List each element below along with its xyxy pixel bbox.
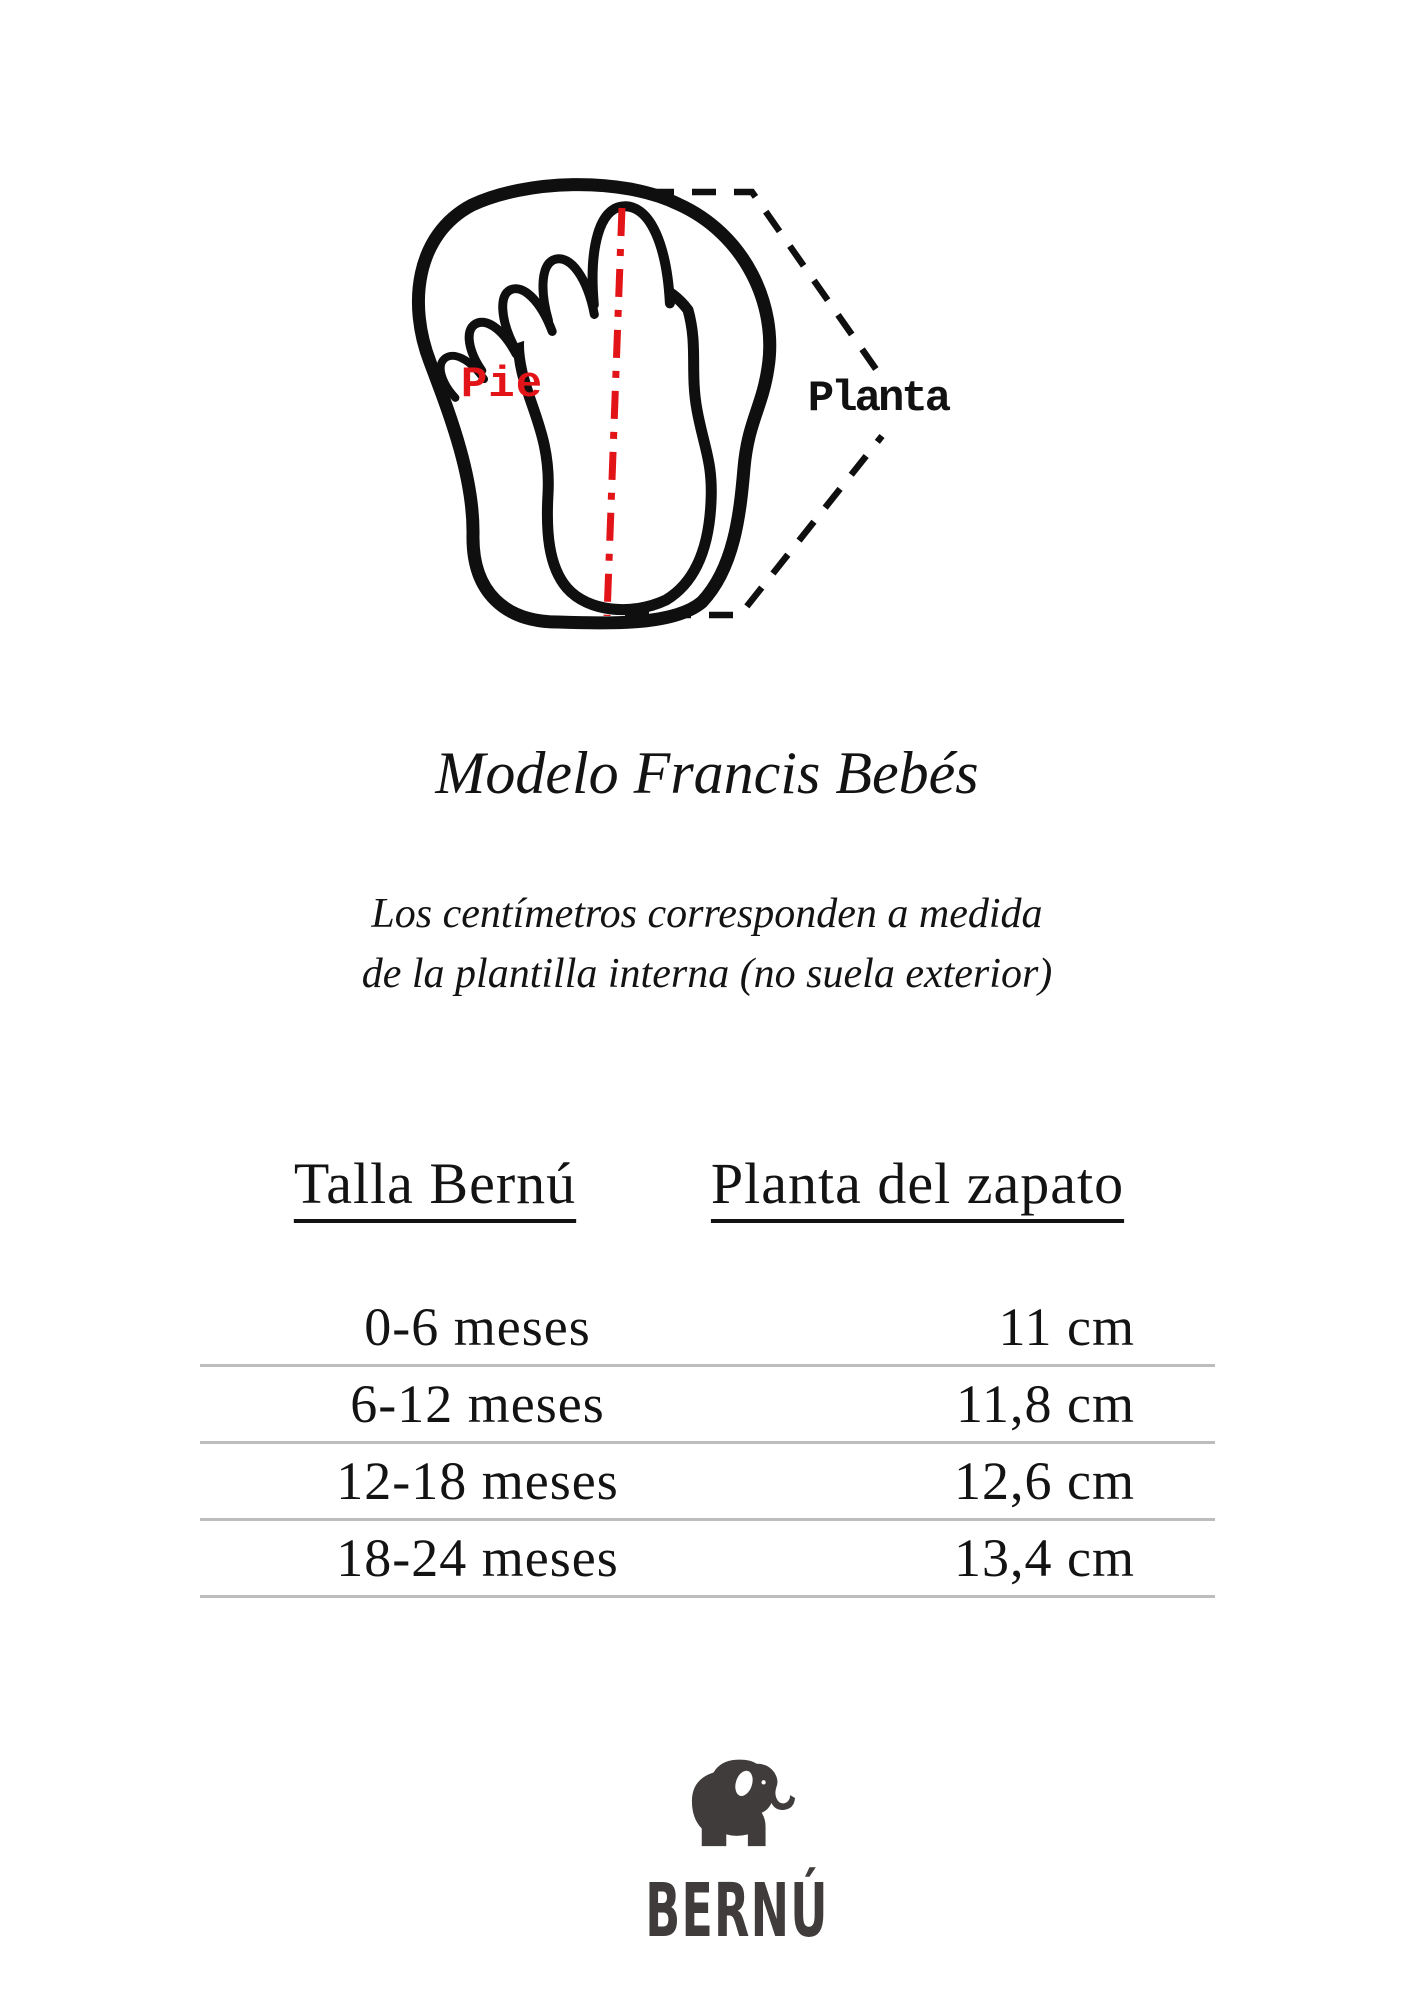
measurement-note-line2: de la plantilla interna (no suela exterior): [361, 951, 1053, 997]
length-cell: 12,6 cm: [954, 1451, 1135, 1511]
table-row: [200, 1521, 1215, 1598]
brand-wordmark: [30, 1868, 1414, 1954]
elephant-eye: [761, 1780, 765, 1784]
size-cell: 0-6 meses: [364, 1297, 591, 1357]
size-column-header: Talla Bernú: [293, 1151, 577, 1216]
length-cell: 11 cm: [998, 1297, 1135, 1357]
size-cell: 6-12 meses: [350, 1374, 605, 1434]
insole-label: Planta: [807, 374, 949, 424]
table-row: [200, 1367, 1215, 1444]
size-cell: 12-18 meses: [336, 1451, 619, 1511]
measurement-note: [0, 884, 1414, 1004]
measurement-note-line1: Los centímetros corresponden a medida: [371, 891, 1043, 937]
size-table-header: [200, 1150, 1215, 1218]
foot-label: Pie: [460, 360, 544, 410]
table-row: [200, 1290, 1215, 1367]
model-title: Modelo Francis Bebés: [435, 740, 979, 806]
table-row: [200, 1444, 1215, 1521]
length-cell: 13,4 cm: [954, 1528, 1135, 1588]
sole-column-header: Planta del zapato: [710, 1151, 1125, 1216]
brand-name: BERNÚ: [645, 1868, 829, 1954]
size-cell: 18-24 meses: [336, 1528, 619, 1588]
size-table: [200, 1290, 1215, 1598]
length-cell: 11,8 cm: [956, 1374, 1135, 1434]
elephant-logo-icon: [688, 1753, 796, 1849]
foot-measure-diagram: [320, 110, 1070, 640]
insole-callout-bottom-line: [625, 436, 882, 615]
